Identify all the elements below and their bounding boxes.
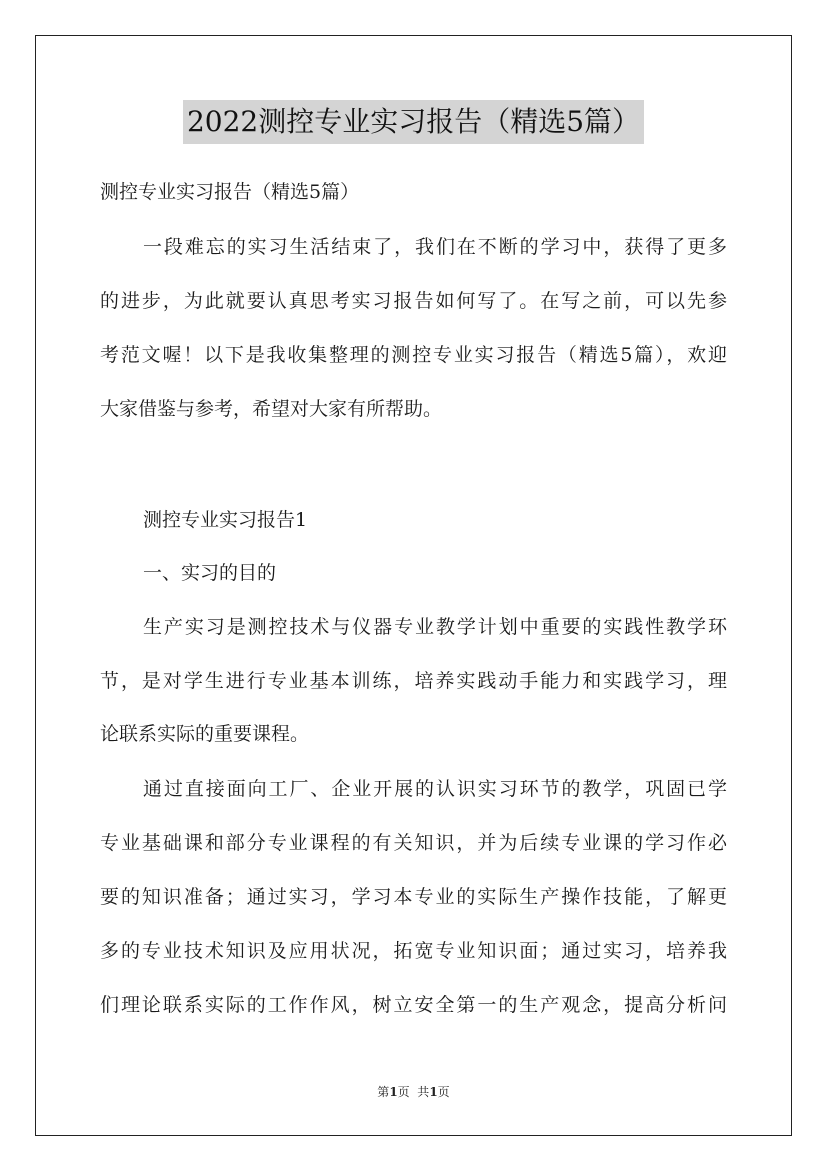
- para1-line-2: 节，是对学生进行专业基本训练，培养实践动手能力和实践学习，理: [100, 670, 727, 692]
- intro-line-1: 一段难忘的实习生活结束了，我们在不断的学习中，获得了更多: [143, 236, 727, 258]
- footer-label-3: 页: [437, 1085, 450, 1099]
- para2-line-5: 们理论联系实际的工作作风，树立安全第一的生产观念，提高分析问: [100, 994, 727, 1016]
- intro-line-4: 大家借鉴与参考，希望对大家有所帮助。: [100, 398, 443, 420]
- section-title: 测控专业实习报告1: [143, 509, 308, 531]
- footer-label-1: 第: [377, 1085, 390, 1099]
- intro-line-3: 考范文喔！以下是我收集整理的测控专业实习报告（精选5篇），欢迎: [100, 344, 727, 366]
- document-subtitle: 测控专业实习报告（精选5篇）: [100, 181, 360, 203]
- para1-line-3: 论联系实际的重要课程。: [100, 723, 310, 745]
- para2-line-4: 多的专业技术知识及应用状况，拓宽专业知识面；通过实习，培养我: [100, 940, 727, 962]
- footer-total-pages: 1: [429, 1085, 438, 1099]
- intro-line-2: 的进步，为此就要认真思考实习报告如何写了。在写之前，可以先参: [100, 290, 727, 312]
- heading-purpose: 一、实习的目的: [143, 562, 277, 584]
- document-title: 2022测控专业实习报告（精选5篇）: [183, 100, 644, 144]
- para2-line-3: 要的知识准备；通过实习，学习本专业的实际生产操作技能，了解更: [100, 886, 727, 908]
- title-container: [0, 100, 827, 144]
- para2-line-2: 专业基础课和部分专业课程的有关知识，并为后续专业课的学习作必: [100, 832, 727, 854]
- footer-current-page: 1: [389, 1085, 398, 1099]
- footer-label-2: 页 共: [397, 1085, 430, 1099]
- page-footer: [0, 1083, 827, 1100]
- para2-line-1: 通过直接面向工厂、企业开展的认识实习环节的教学，巩固已学: [143, 778, 727, 800]
- para1-line-1: 生产实习是测控技术与仪器专业教学计划中重要的实践性教学环: [143, 616, 727, 638]
